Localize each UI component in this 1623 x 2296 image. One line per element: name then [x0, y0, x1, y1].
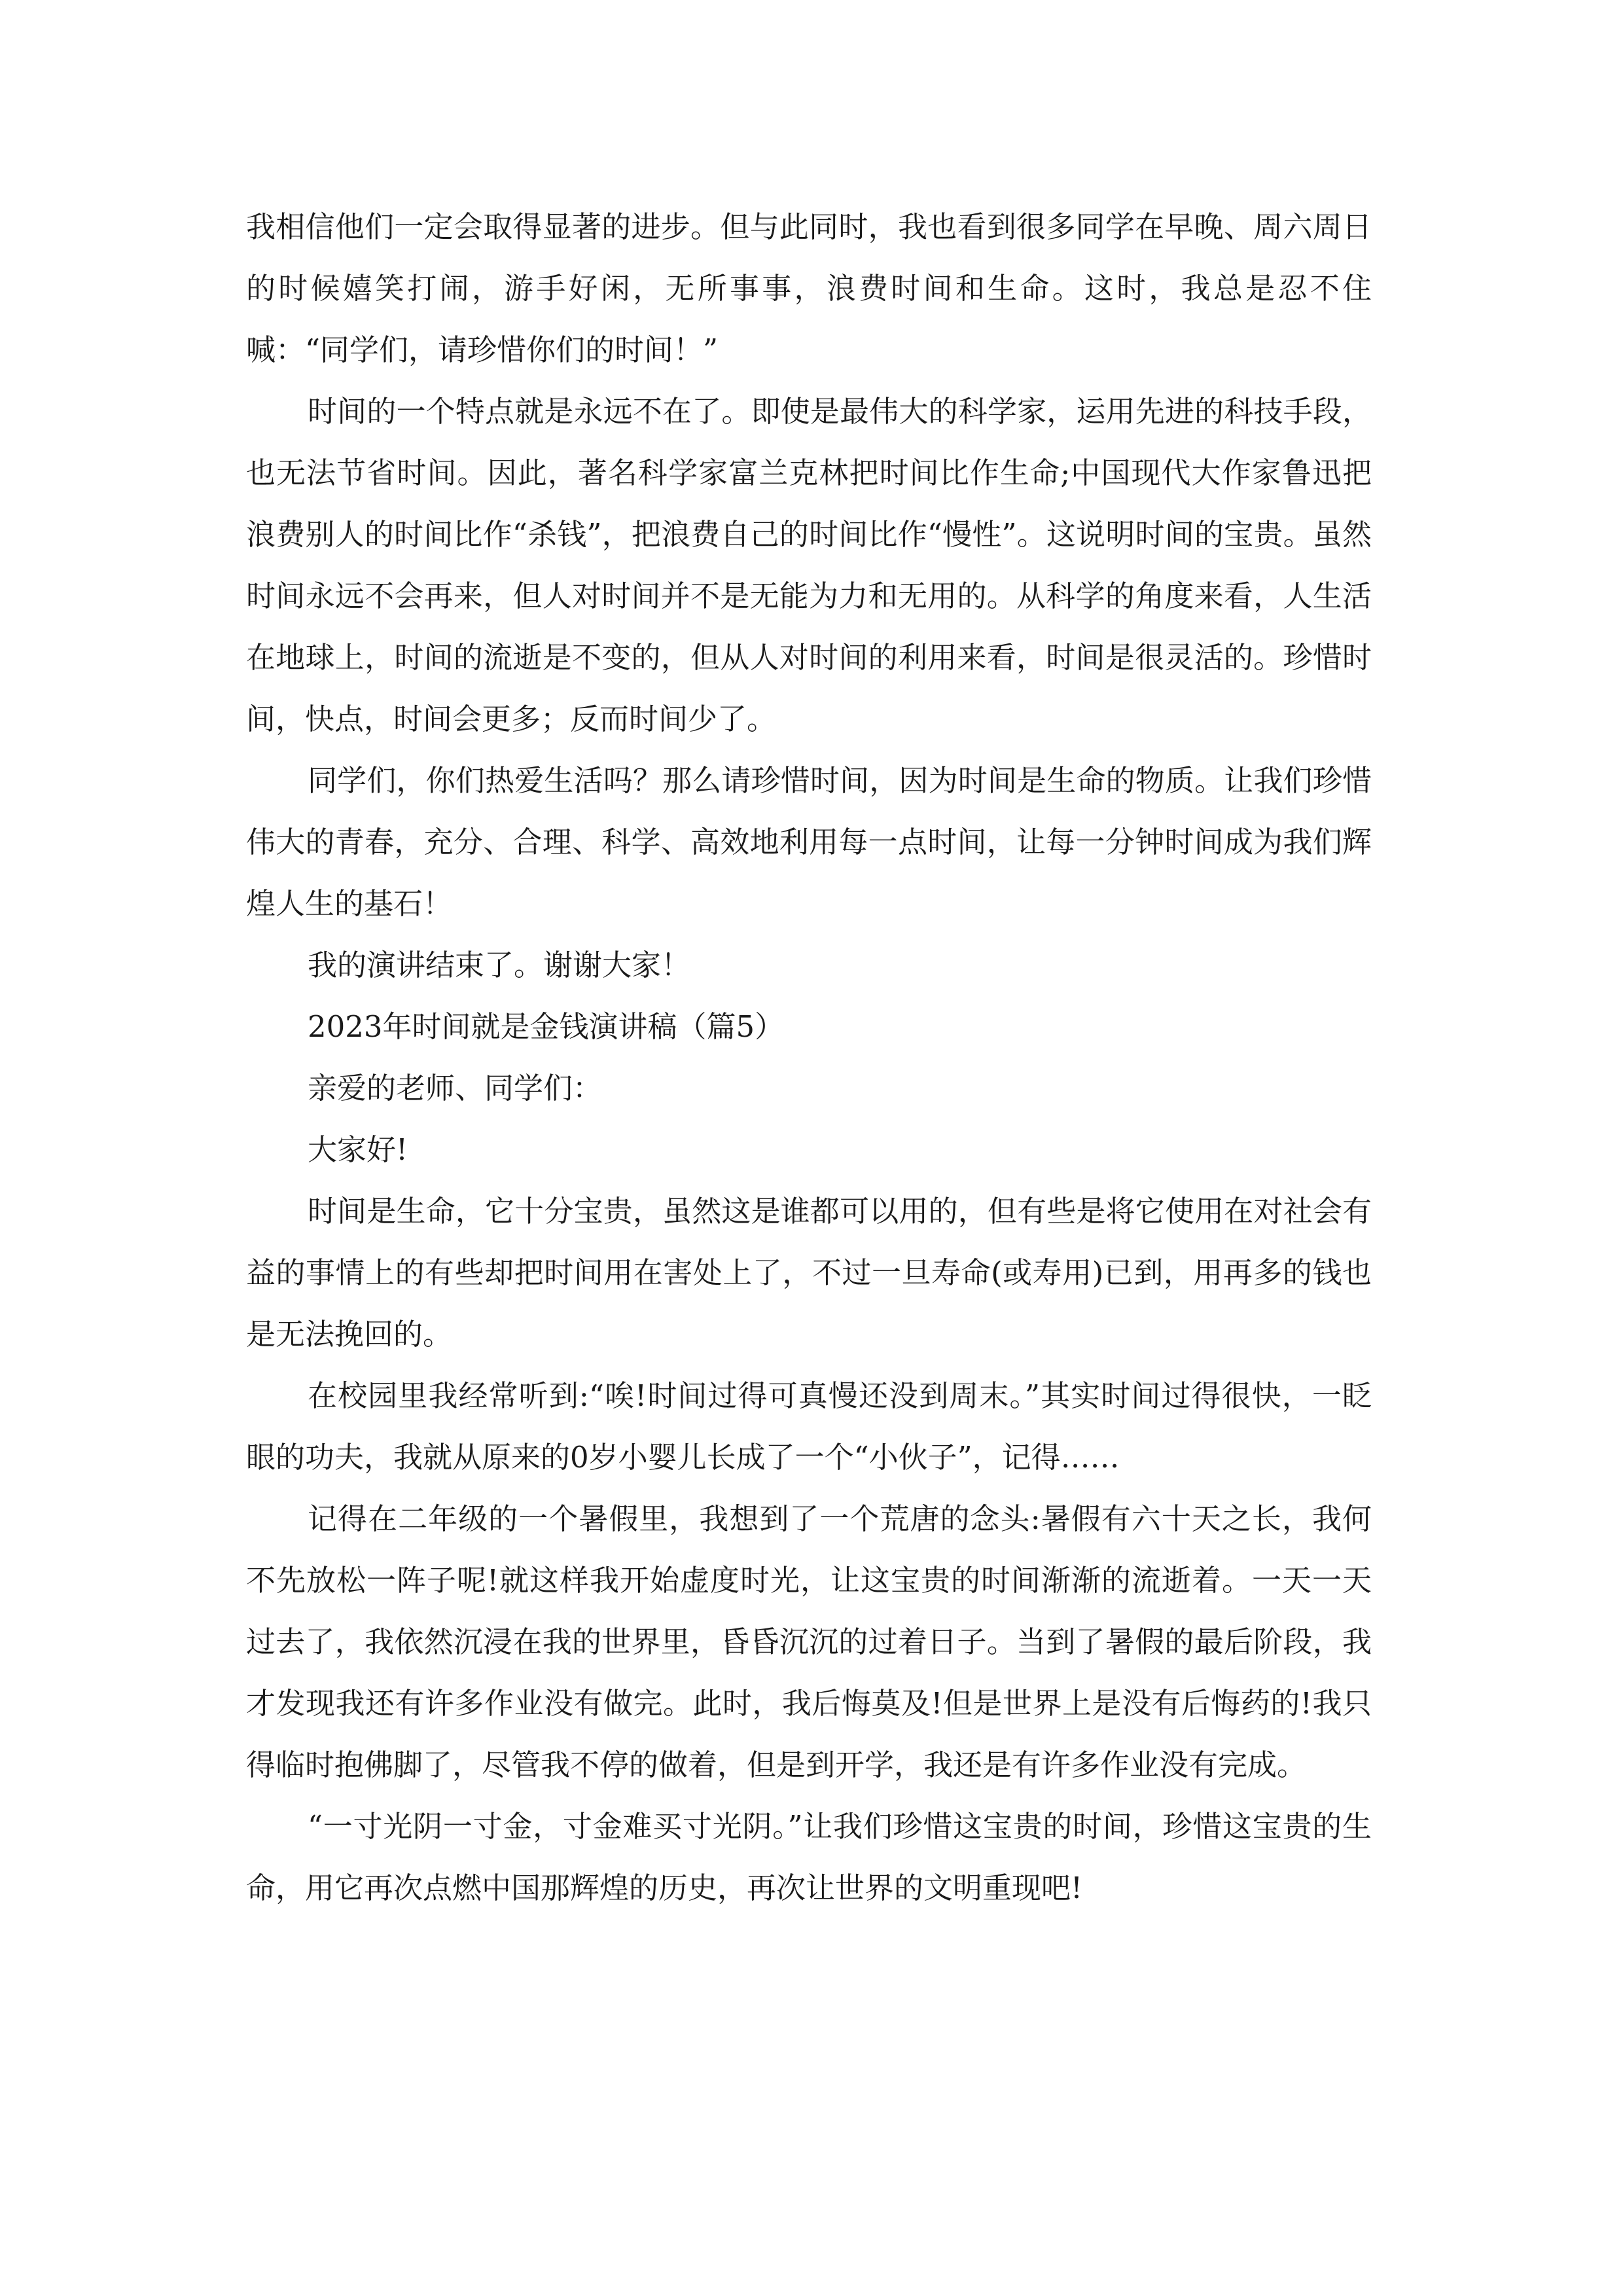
salutation: 亲爱的老师、同学们： [308, 1071, 603, 1105]
paragraph-campus: 在校园里我经常听到:“唉!时间过得可真慢还没到周末。”其实时间过得很快，一眨眼的功夫，我就从原来的0岁小婴儿长成了一个“小伙子”，记得…… [246, 1378, 1372, 1475]
document-body [246, 196, 1372, 1919]
paragraph-time-is-life: 时间是生命，它十分宝贵，虽然这是谁都可以用的，但有些是将它使用在对社会有益的事情上的有些却把时间用在害处上了，不过一旦寿命(或寿用)已到，用再多的钱也是无法挽回的。 [246, 1194, 1372, 1352]
paragraph-cherish-time: 同学们，你们热爱生活吗？那么请珍惜时间，因为时间是生命的物质。让我们珍惜伟大的青春，充分、合理、科学、高效地利用每一点时间，让每一分钟时间成为我们辉煌人生的基石！ [246, 763, 1372, 921]
paragraph-closing-quote: “一寸光阴一寸金，寸金难买寸光阴。”让我们珍惜这宝贵的时间，珍惜这宝贵的生命，用它再次点燃中国那辉煌的历史，再次让世界的文明重现吧! [246, 1809, 1372, 1905]
greeting: 大家好! [308, 1132, 408, 1167]
paragraph-continuation: 我相信他们一定会取得显著的进步。但与此同时，我也看到很多同学在早晚、周六周日的时候嬉笑打闹，游手好闲，无所事事，浪费时间和生命。这时，我总是忍不住喊：“同学们，请珍惜你们的时间！” [246, 209, 1372, 367]
section-heading: 2023年时间就是金钱演讲稿（篇5） [308, 1009, 785, 1044]
paragraph-summer-vacation: 记得在二年级的一个暑假里，我想到了一个荒唐的念头:暑假有六十天之长，我何不先放松一阵子呢!就这样我开始虚度时光，让这宝贵的时间渐渐的流逝着。一天一天过去了，我依然沉浸在我的世界里，昏昏沉沉的过着日子。当到了暑假的最后阶段，我才发现我还有许多作业没有做完。此时，我后悔莫及!但是世界上是没有后悔药的!我只得临时抱佛脚了，尽管我不停的做着，但是到开学，我还是有许多作业没有完成。 [246, 1501, 1372, 1782]
paragraph-time-characteristic: 时间的一个特点就是永远不在了。即使是最伟大的科学家，运用先进的科技手段，也无法节省时间。因此，著名科学家富兰克林把时间比作生命;中国现代大作家鲁迅把浪费别人的时间比作“杀钱”，把浪费自己的时间比作“慢性”。这说明时间的宝贵。虽然时间永远不会再来，但人对时间并不是无能为力和无用的。从科学的角度来看，人生活在地球上，时间的流逝是不变的，但从人对时间的利用来看，时间是很灵活的。珍惜时间，快点，时间会更多；反而时间少了。 [246, 394, 1372, 736]
paragraph-speech-end: 我的演讲结束了。谢谢大家！ [308, 948, 691, 982]
